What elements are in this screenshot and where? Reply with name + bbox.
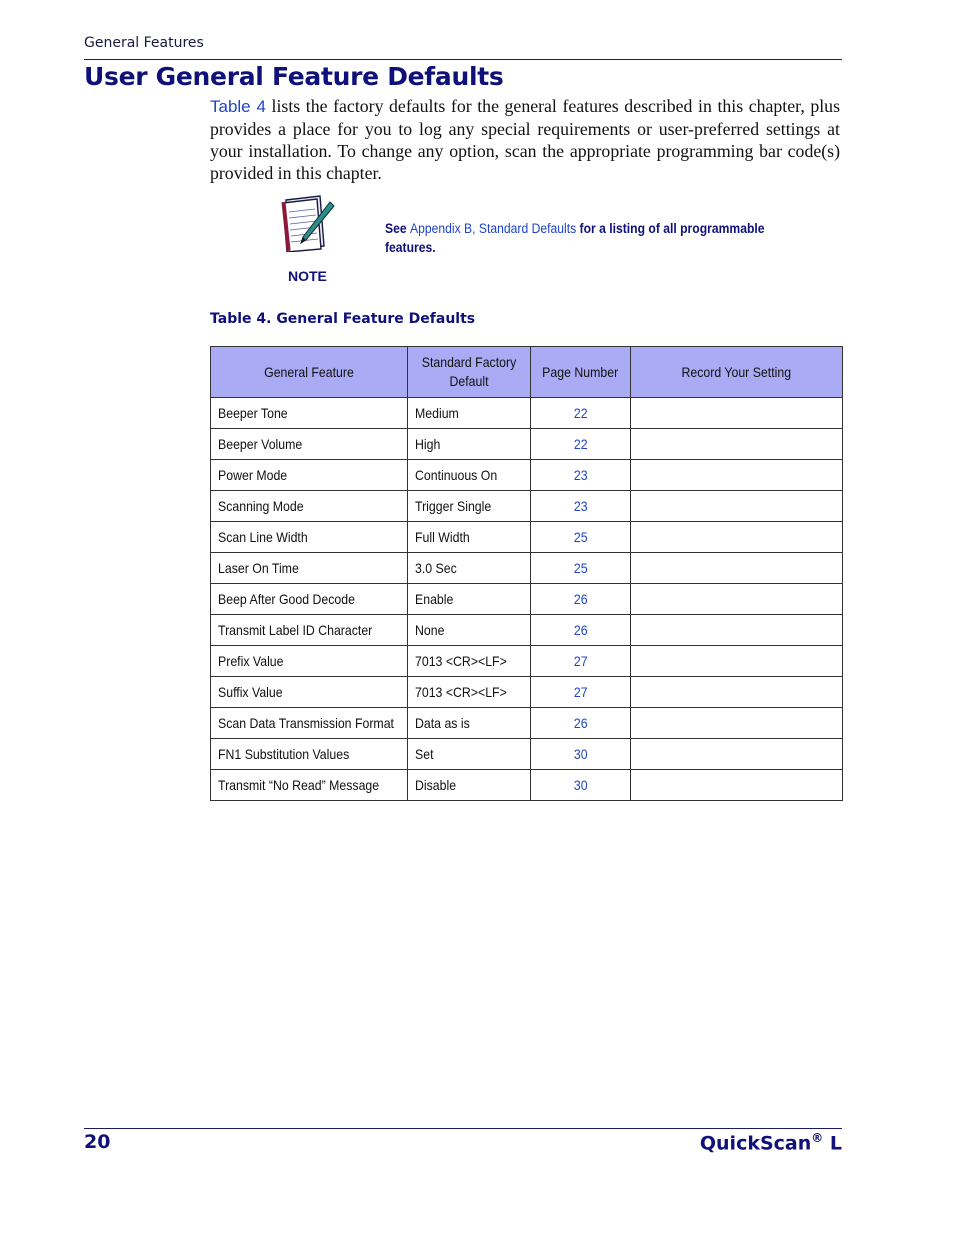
page-number-cell-text: 26 <box>573 715 588 731</box>
feature-cell <box>211 398 408 429</box>
record-setting-cell[interactable] <box>631 615 843 646</box>
default-cell-text: Full Width <box>415 529 470 545</box>
product-name: QuickScan <box>699 1132 812 1155</box>
column-header-default <box>408 347 531 398</box>
default-cell <box>408 522 531 553</box>
page-number-cell[interactable] <box>531 770 631 801</box>
column-header-feature-label: General Feature <box>264 363 354 380</box>
default-cell-text: High <box>415 436 441 452</box>
record-setting-cell[interactable] <box>631 398 843 429</box>
default-cell-text: 7013 <CR><LF> <box>415 684 507 700</box>
general-feature-defaults-table <box>210 346 843 801</box>
feature-cell-text: Transmit “No Read” Message <box>218 777 380 793</box>
note-label: NOTE <box>288 268 327 284</box>
feature-cell-text: Scan Line Width <box>218 529 308 545</box>
default-cell <box>408 646 531 677</box>
feature-cell <box>211 491 408 522</box>
page-number-cell-text: 26 <box>573 591 588 607</box>
default-cell-text: None <box>415 622 445 638</box>
table-row <box>211 646 843 677</box>
page-number-cell[interactable] <box>531 522 631 553</box>
page-number-cell[interactable] <box>531 615 631 646</box>
default-cell <box>408 677 531 708</box>
table-header-row <box>211 347 843 398</box>
page-number-cell-text: 22 <box>573 405 588 421</box>
table-4-link[interactable]: Table 4 <box>210 97 266 116</box>
document-name <box>700 1131 842 1154</box>
page-number-cell[interactable] <box>531 677 631 708</box>
table-row <box>211 770 843 801</box>
page-number-cell[interactable] <box>531 646 631 677</box>
column-header-feature <box>211 347 408 398</box>
page-number-cell-text: 27 <box>573 684 588 700</box>
default-cell-text: Enable <box>415 591 454 607</box>
table-row <box>211 429 843 460</box>
default-cell-text: Set <box>415 746 434 762</box>
table-row <box>211 460 843 491</box>
feature-cell-text: Prefix Value <box>218 653 284 669</box>
feature-cell-text: Transmit Label ID Character <box>218 622 373 638</box>
feature-cell <box>211 708 408 739</box>
feature-cell-text: Suffix Value <box>218 684 283 700</box>
record-setting-cell[interactable] <box>631 522 843 553</box>
record-setting-cell[interactable] <box>631 708 843 739</box>
feature-cell <box>211 553 408 584</box>
page-number-cell-text: 25 <box>573 560 588 576</box>
table-row <box>211 553 843 584</box>
page-number-cell-text: 26 <box>573 622 588 638</box>
record-setting-cell[interactable] <box>631 429 843 460</box>
default-cell-text: Medium <box>415 405 459 421</box>
default-cell-text: Disable <box>415 777 457 793</box>
page-number-cell[interactable] <box>531 739 631 770</box>
default-cell <box>408 398 531 429</box>
page-number-cell-text: 30 <box>573 777 588 793</box>
default-cell <box>408 429 531 460</box>
page-number: 20 <box>84 1131 111 1153</box>
page-number-cell[interactable] <box>531 429 631 460</box>
note-text <box>385 219 772 257</box>
intro-paragraph <box>210 95 840 184</box>
header-rule <box>84 59 842 60</box>
page-number-cell[interactable] <box>531 708 631 739</box>
record-setting-cell[interactable] <box>631 770 843 801</box>
default-cell-text: Trigger Single <box>415 498 492 514</box>
default-cell <box>408 553 531 584</box>
record-setting-cell[interactable] <box>631 553 843 584</box>
feature-cell-text: Beeper Tone <box>218 405 288 421</box>
footer-rule <box>84 1128 842 1129</box>
feature-cell <box>211 677 408 708</box>
record-setting-cell[interactable] <box>631 491 843 522</box>
page-number-cell-text: 23 <box>573 498 588 514</box>
default-cell <box>408 584 531 615</box>
column-header-setting <box>631 347 843 398</box>
column-header-page-label: Page Number <box>542 363 619 380</box>
default-cell-text: Continuous On <box>415 467 498 483</box>
page-number-cell-text: 27 <box>573 653 588 669</box>
registered-mark: ® <box>811 1131 824 1145</box>
page-number-cell-text: 30 <box>573 746 588 762</box>
note-pad-pen-icon <box>280 194 336 252</box>
page-number-cell[interactable] <box>531 398 631 429</box>
feature-cell-text: Scan Data Transmission Format <box>218 715 394 731</box>
feature-cell-text: Power Mode <box>218 467 288 483</box>
table-row <box>211 491 843 522</box>
page-number-cell[interactable] <box>531 584 631 615</box>
table-row <box>211 398 843 429</box>
table-row <box>211 708 843 739</box>
feature-cell <box>211 770 408 801</box>
page-number-cell[interactable] <box>531 553 631 584</box>
page-number-cell-text: 23 <box>573 467 588 483</box>
record-setting-cell[interactable] <box>631 739 843 770</box>
feature-cell <box>211 584 408 615</box>
table-row <box>211 584 843 615</box>
default-cell-text: 7013 <CR><LF> <box>415 653 507 669</box>
feature-cell <box>211 429 408 460</box>
record-setting-cell[interactable] <box>631 677 843 708</box>
feature-cell <box>211 460 408 491</box>
table-body <box>211 398 843 801</box>
page-number-cell-text: 25 <box>573 529 588 545</box>
default-cell <box>408 708 531 739</box>
table-row <box>211 677 843 708</box>
default-cell-text: Data as is <box>415 715 470 731</box>
page-number-cell[interactable] <box>531 491 631 522</box>
record-setting-cell[interactable] <box>631 460 843 491</box>
table-caption: Table 4. General Feature Defaults <box>210 311 476 327</box>
default-cell <box>408 739 531 770</box>
page-number-cell[interactable] <box>531 460 631 491</box>
intro-text: lists the factory defaults for the general features described in this chapter, plus provides a place for you to log any special requirements or user-preferred settings at your installation. To change any option, scan the appropriate programming bar code(s) provided in this chapter. <box>210 96 840 183</box>
note-text-before: See <box>385 221 411 236</box>
column-header-default-label: Standard Factory Default <box>421 354 517 389</box>
feature-cell-text: Beep After Good Decode <box>218 591 355 607</box>
default-cell-text: 3.0 Sec <box>415 560 457 576</box>
record-setting-cell[interactable] <box>631 584 843 615</box>
feature-cell <box>211 739 408 770</box>
running-head: General Features <box>84 35 204 51</box>
appendix-b-link[interactable]: Appendix B, Standard Defaults <box>410 221 577 236</box>
table-row <box>211 522 843 553</box>
page-number-cell-text: 22 <box>573 436 588 452</box>
feature-cell <box>211 522 408 553</box>
feature-cell <box>211 615 408 646</box>
feature-cell <box>211 646 408 677</box>
feature-cell-text: FN1 Substitution Values <box>218 746 350 762</box>
table-row <box>211 615 843 646</box>
note-text-after: for a listing of all programmable features. <box>385 221 765 255</box>
table-row <box>211 739 843 770</box>
feature-cell-text: Scanning Mode <box>218 498 304 514</box>
default-cell <box>408 770 531 801</box>
default-cell <box>408 460 531 491</box>
default-cell <box>408 491 531 522</box>
feature-cell-text: Laser On Time <box>218 560 299 576</box>
column-header-setting-label: Record Your Setting <box>681 363 792 380</box>
section-title: User General Feature Defaults <box>84 62 504 91</box>
feature-cell-text: Beeper Volume <box>218 436 303 452</box>
product-suffix: L <box>823 1132 842 1155</box>
default-cell <box>408 615 531 646</box>
column-header-page <box>531 347 631 398</box>
record-setting-cell[interactable] <box>631 646 843 677</box>
